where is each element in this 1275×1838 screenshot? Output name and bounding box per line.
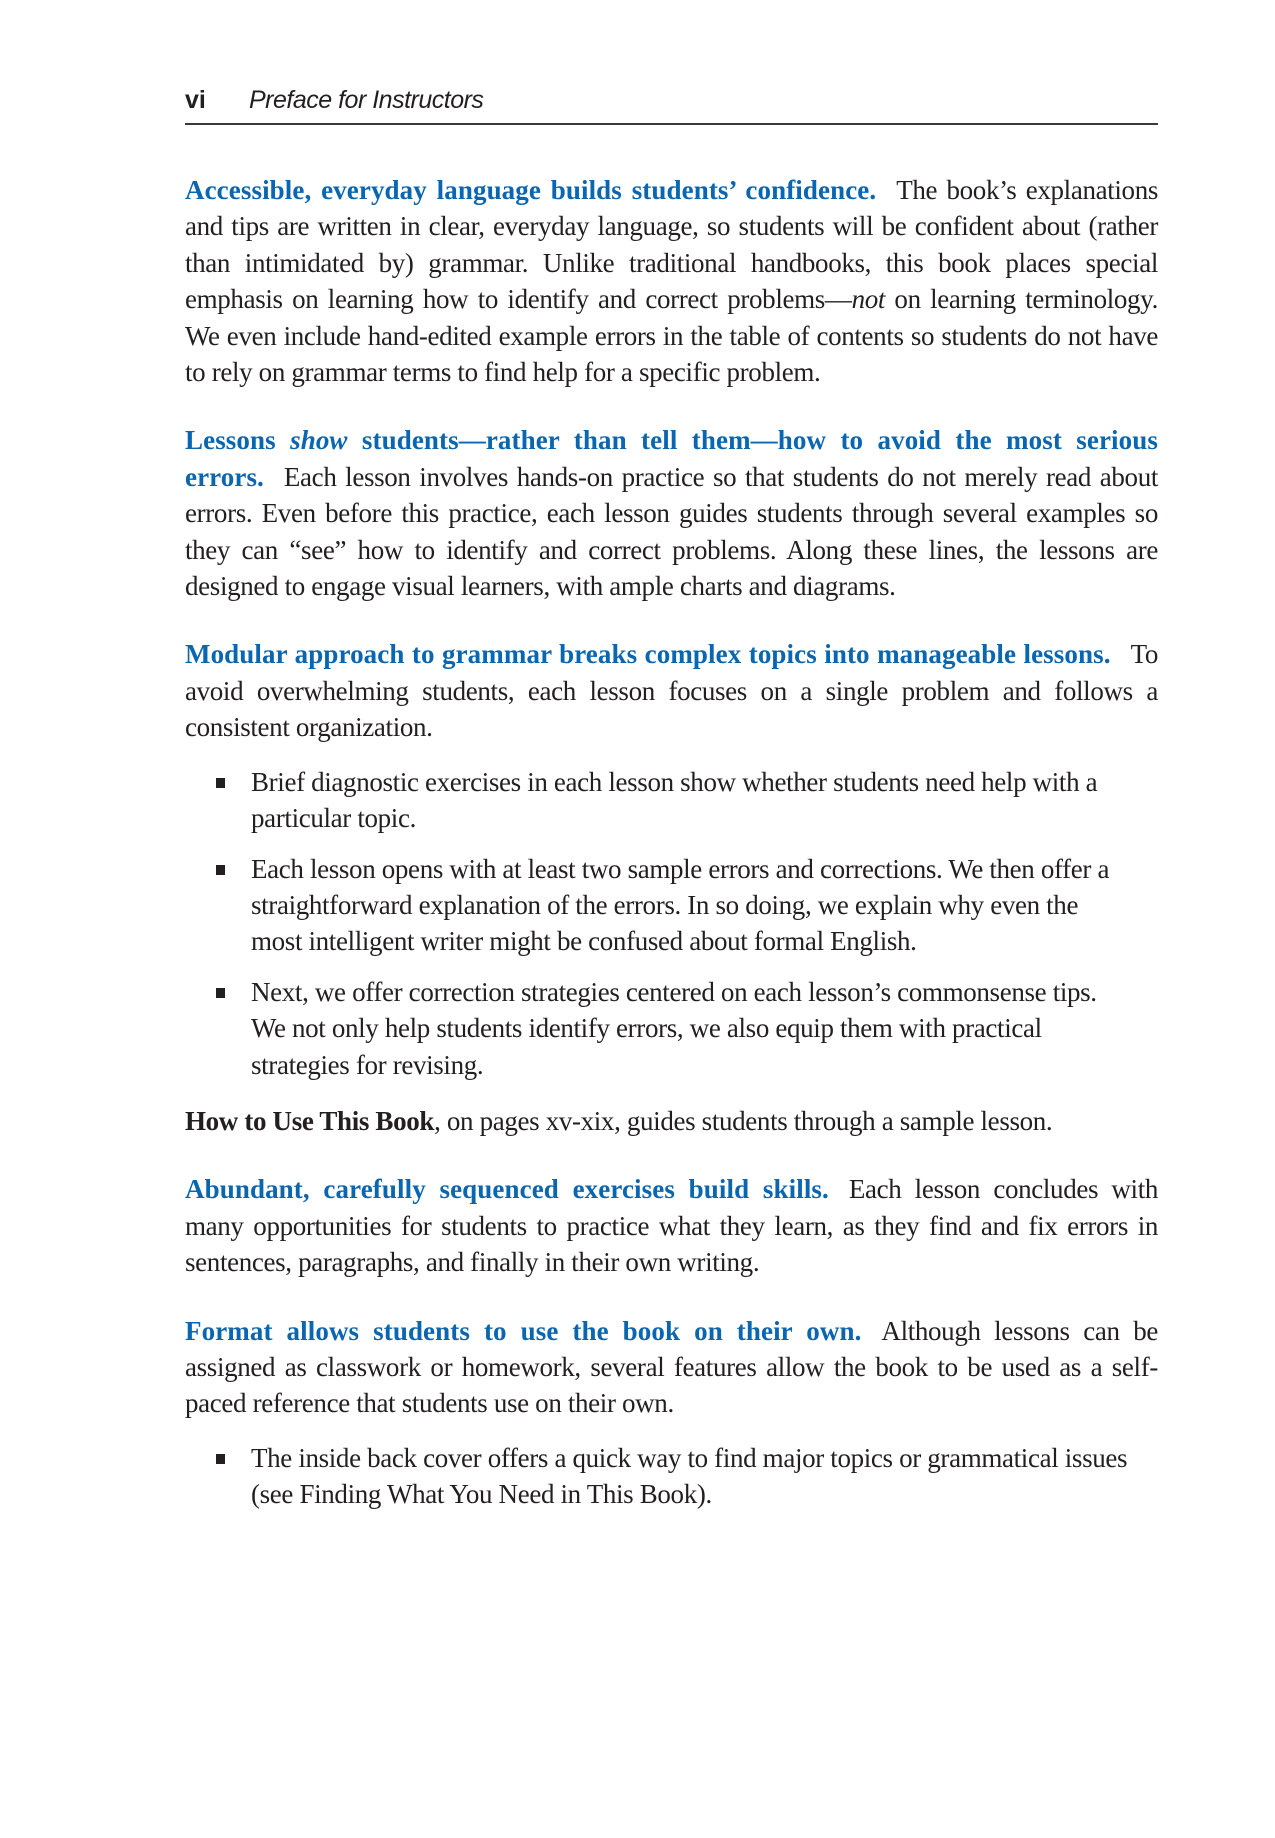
list-item-text: Each lesson opens with at least two sample errors and corrections. We then offer a straightforward explanation of the errors. In so doing, we explain why even the most intelligent writer might be confused about formal English. (251, 853, 1110, 957)
section-body: Although lessons can be assigned as classwork or homework, several features allow the book to be used as a self-paced reference that students use on their own. (185, 1315, 1158, 1419)
running-head (185, 80, 1158, 120)
list-item (185, 1440, 1158, 1513)
section-exercises (185, 1171, 1158, 1280)
list-item-text: The inside back cover offers a quick way to find major topics or grammatical issues (see Finding What You Need in This Book). (251, 1442, 1128, 1510)
list-item (185, 974, 1158, 1083)
section-body: , on pages xv-xix, guides students through a sample lesson. (434, 1105, 1053, 1136)
header-rule (185, 123, 1158, 125)
section-heading: Abundant, carefully sequenced exercises build skills. (185, 1174, 829, 1205)
emphasis-text: not (851, 284, 886, 315)
section-body: To avoid overwhelming students, each lesson focuses on a single problem and follows a consistent organization. (185, 639, 1158, 743)
section-body: Each lesson concludes with many opportunities for students to practice what they learn, as they find and fix errors in sentences, paragraphs, and finally in their own writing. (185, 1174, 1158, 1278)
book-section-reference: How to Use This Book (185, 1105, 435, 1136)
section-how-to-use (185, 1103, 1158, 1139)
page-body (185, 172, 1158, 1533)
section-heading: Format allows students to use the book on their own. (185, 1315, 862, 1346)
list-item (185, 764, 1158, 837)
page-number: vi (185, 86, 206, 114)
heading-part: Lessons (185, 425, 291, 456)
section-body: The book’s explanations and tips are written in clear, everyday language, so students will be confident about (rather than intimidated by) grammar. Unlike traditional handbooks, this book places special emphasis on learning how to identify and correct problems— (185, 175, 1158, 315)
section-modular-approach (185, 636, 1158, 745)
square-bullet-icon (216, 988, 225, 998)
square-bullet-icon (216, 1454, 225, 1464)
square-bullet-icon (216, 865, 225, 875)
section-body: Each lesson involves hands-on practice so that students do not merely read about errors. Even before this practice, each lesson guides students through several examples so they can “see” how to identify and correct problems. Along these lines, the lessons are designed to engage visual learners, with ample charts and diagrams. (185, 461, 1158, 602)
list-item (185, 851, 1158, 960)
modular-approach-bullet-list (185, 764, 1158, 1083)
running-head-title: Preface for Instructors (249, 86, 484, 114)
heading-emphasis: show (290, 425, 348, 456)
section-format (185, 1313, 1158, 1422)
section-accessible-language (185, 172, 1158, 390)
heading-part: students—rather than tell them—how to avoid the most serious errors. (185, 425, 1158, 492)
section-heading: Modular approach to grammar breaks complex topics into manageable lessons. (185, 639, 1111, 670)
list-item-text: Next, we offer correction strategies centered on each lesson’s commonsense tips. We not only help students identify errors, we also equip them with practical strategies for revising. (251, 976, 1097, 1080)
section-heading: Accessible, everyday language builds students’ confidence. (185, 175, 877, 205)
section-lessons-show (185, 422, 1158, 604)
list-item-text: Brief diagnostic exercises in each lesson show whether students need help with a particular topic. (251, 766, 1098, 834)
square-bullet-icon (216, 778, 225, 788)
format-bullet-list (185, 1440, 1158, 1513)
section-body-continued: on learning terminology. We even include hand-edited example errors in the table of contents so students do not have to rely on grammar terms to find help for a specific problem. (185, 284, 1158, 388)
